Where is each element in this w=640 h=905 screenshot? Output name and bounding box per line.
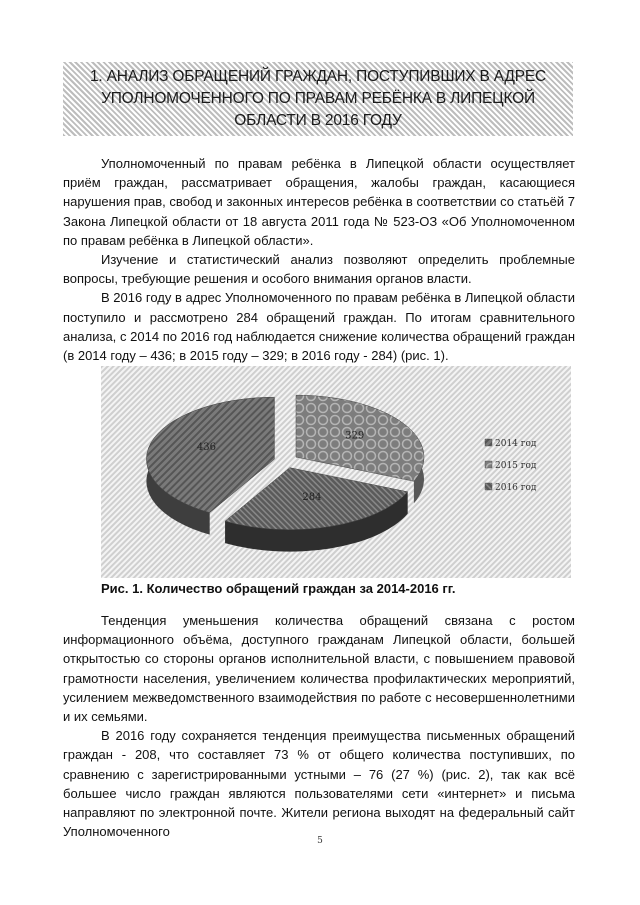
pie-chart [101, 366, 571, 578]
paragraph: Уполномоченный по правам ребёнка в Липецкой области осуществляет приём граждан, рассматривает обращения, жалобы граждан, касающиеся нарушения прав, свобод и законных интересов ребёнка в соответствии со статьёй 7 Закона Липецкой области от 18 августа 2011 года № 523-ОЗ «Об Уполномоченном по правам ребёнка в Липецкой области». [63, 156, 575, 248]
section-title-line: УПОЛНОМОЧЕННОГО ПО ПРАВАМ РЕБЁНКА В ЛИПЕЦКОЙ [101, 90, 535, 107]
legend-label: 2016 год [495, 483, 537, 493]
section-title-line: 1. АНАЛИЗ ОБРАЩЕНИЙ ГРАЖДАН, ПОСТУПИВШИХ В АДРЕС [90, 68, 546, 85]
data-label: 329 [345, 430, 365, 442]
section-title-line: ОБЛАСТИ В 2016 ГОДУ [234, 112, 402, 129]
paragraph: Тенденция уменьшения количества обращений связана с ростом информационного объёма, доступного гражданам Липецкой области, большей открытостью со стороны органов исполнительной власти, с повышением правовой грамотности населения, увеличением количества профилактических мероприятий, усилением межведомственного взаимодействия по работе с несовершеннолетними и их семьями. [63, 613, 575, 725]
legend-swatch [485, 483, 492, 490]
legend-label: 2015 год [495, 461, 537, 471]
paragraph: В 2016 году сохраняется тенденция преимущества письменных обращений граждан - 208, что составляет 73 % от общего количества поступивших, по сравнению с зарегистрированными устными – 76 (27 %) (рис. 2), так как всё большее число граждан являются пользователями сети «интернет» и письма направляют по электронной почте. Жители региона выходят на федеральный сайт Уполномоченного [63, 728, 575, 840]
paragraph: В 2016 году в адрес Уполномоченного по правам ребёнка в Липецкой области поступило и рассмотрено 284 обращений граждан. По итогам сравнительного анализа, с 2014 по 2016 год наблюдается снижение количества обращений граждан (в 2014 году – 436; в 2015 году – 329; в 2016 году - 284) (рис. 1). [63, 290, 575, 364]
page-number: 5 [317, 836, 323, 846]
figure-caption: Рис. 1. Количество обращений граждан за 2014-2016 гг. [101, 581, 456, 596]
body-text-top [63, 154, 575, 365]
paragraph: Изучение и статистический анализ позволяют определить проблемные вопросы, требующие решения и особого внимания органов власти. [63, 252, 575, 287]
pie-chart-svg [101, 366, 571, 578]
data-label: 284 [302, 492, 322, 504]
legend-swatch [485, 461, 492, 468]
legend-label: 2014 год [495, 439, 537, 449]
legend-swatch [485, 439, 492, 446]
data-label: 436 [196, 442, 217, 454]
body-text-bottom [63, 611, 575, 841]
section-title [63, 66, 573, 132]
